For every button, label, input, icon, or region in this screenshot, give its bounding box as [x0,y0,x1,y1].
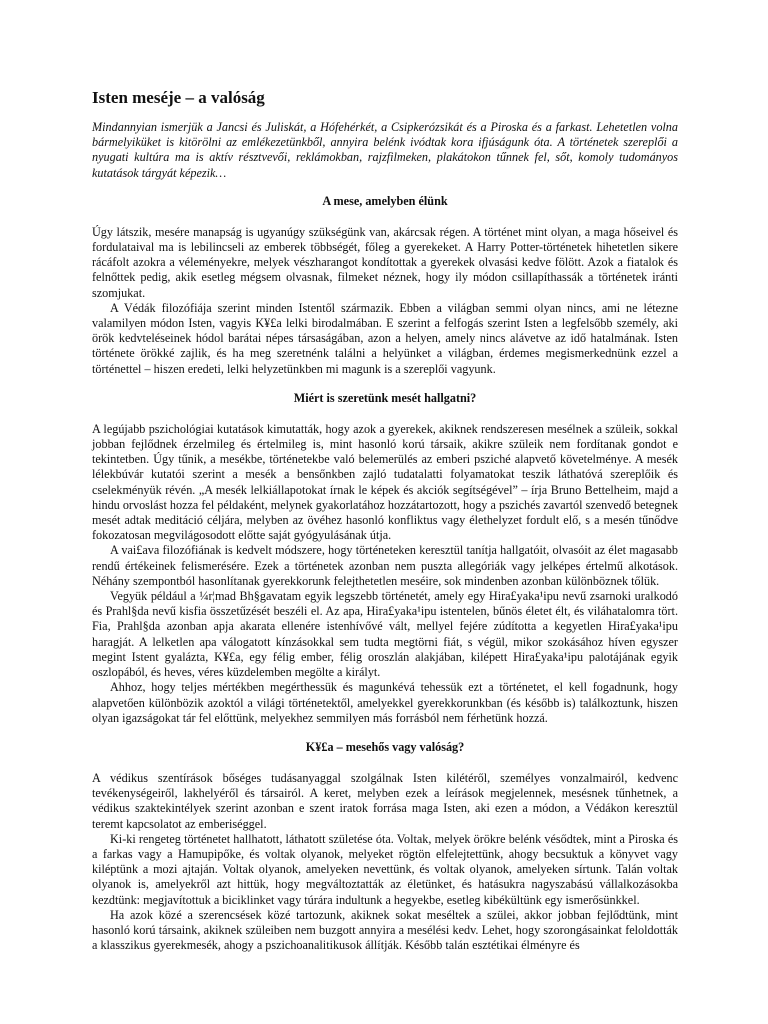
paragraph: A Védák filozófiája szerint minden Istentől származik. Ebben a világban semmi olyan nincs, ami ne létezne valamilyen módon Isten, vagyis K¥£a lelki birodalmában. E szerint a felfogás szerint Isten a legfelsőbb személy, aki örök kedvteléseinek hódol barátai népes társaságában, azon a helyen, amely nincs alávetve az idő hatalmának. Isten története örökké zajlik, és ha meg szeretnénk találni a helyünket a világban, érdemes megismerkednünk ezzel a történettel – hiszen eredeti, lelki helyzetünkben mi magunk is a szereplői vagyunk. [92,300,678,376]
section-miert [92,391,678,726]
paragraph: Ha azok közé a szerencsések közé tartozunk, akiknek sokat meséltek a szülei, akkor jobban fejlődtünk, mint hasonló korú társaink, akiknek szüleiben nem buzgott annyira a mesélési kedv. Lehet, hogy szorongásainkat feloldották a klasszikus gyerekmesék, ahogy a pszichoanalitikusok állítják. Később talán esztétikai élményre és [92,907,678,953]
paragraph: A védikus szentírások bőséges tudásanyaggal szolgálnak Isten kilétéről, személyes vonzalmairól, kedvenc tevékenységeiről, lakhelyéről és társairól. A keret, melyben ezek a leírások megjelennek, mesésnek tűnhetnek, a védikus szaktekintélyek szerint azonban e szent iratok forrása maga Isten, aki ezen a módon, a Védákon keresztül teremt kapcsolatot az emberiséggel. [92,770,678,831]
paragraph: Úgy látszik, mesére manapság is ugyanúgy szükségünk van, akárcsak régen. A történet mint olyan, a maga hőseivel és fordulataival ma is lebilincseli az emberek többségét, főleg a gyerekeket. A Harry Potter-történetek hihetetlen sikere rácáfolt azokra a véleményekre, melyek vészharangot kondítottak a gyerekek olvasási kedve fölött. Azok a fiatalok és felnőttek pedig, akik esetleg mégsem olvasnak, filmeket néznek, hogy ily módon csillapíthassák a történetek iránti szomjukat. [92,224,678,300]
section-heading: Miért is szeretünk mesét hallgatni? [293,390,477,405]
section-heading: K¥£a – mesehős vagy valóság? [305,739,465,754]
section-heading: A mese, amelyben élünk [322,193,448,208]
section-krsna [92,740,678,953]
paragraph: Vegyük például a ¼r¦mad Bh§gavatam egyik legszebb történetét, amely egy Hira£yaka¹ipu nevű zsarnoki uralkodó és Prahl§da nevű kisfia összetűzését beszéli el. Az apa, Hira£yaka¹ipu istentelen, bűnös életet élt, és viláhatalomra tört. Fia, Prahl§da azonban apja akarata ellenére istenhívővé vált, mellyel fejére zúdította a kegyetlen Hira£yaka¹ipu haragját. A lelketlen apa válogatott kínzásokkal sem tudta megtörni fiát, s végül, mikor szokásához híven egyszer megint Istent gyalázta, K¥£a, egy félig ember, félig oroszlán alakjában, kilépett Hira£yaka¹ipu palotájának egyik oszlopából, és heves, véres küzdelemben megölte a királyt. [92,589,678,680]
paragraph: A vai£ava filozófiának is kedvelt módszere, hogy történeteken keresztül tanítja hallgatóit, olvasóit az élet magasabb rendű értékeinek felismerésére. Ezek a történetek azonban nem puszta allegóriák vagy jelképes értelmű alkotások. Néhány szempontból hasonlítanak gyerekkorunk felejthetetlen meséire, sok mindenben azonban különböznek tőlük. [92,543,678,588]
paragraph: Ahhoz, hogy teljes mértékben megérthessük és magunkévá tehessük ezt a történetet, el kell fogadnunk, hogy alapvetően különbözik azoktól a világi történetektől, amelyekkel gyerekkorunkban (és később is) találkoztunk, hiszen olyan igazságokat tár fel előttünk, melyekhez semmilyen más forrásból nem férhetünk hozzá. [92,680,678,725]
document-title: Isten meséje – a valóság [92,88,265,107]
paragraph: Ki-ki rengeteg történetet hallhatott, láthatott születése óta. Voltak, melyek örökre belénk vésődtek, mint a Piroska és a farkas vagy a Hamupipőke, és voltak olyanok, melyeket rögtön elfelejtettünk, ahogy becsuktuk a könyvet vagy kiléptünk a mozi ajtaján. Voltak olyanok, amelyeken nevettünk, és voltak olyanok, amelyeken sírtunk. Talán voltak olyanok is, amelyekről azt hittük, hogy megváltoztatták az életünket, és hatásukra nagyszabású vállalkozásokba kezdtünk: megjavítottuk a biciklinket vagy túrára indultunk a hegyekbe, esetleg kibékültünk egy ismerősünkkel. [92,831,678,907]
document-page [92,88,678,967]
paragraph: A legújabb pszichológiai kutatások kimutatták, hogy azok a gyerekek, akiknek rendszeresen mesélnek a szüleik, sokkal jobban fejlődnek érzelmileg és értelmileg is, mint hasonló korú társaik, akikre szüleik nem fordítanak gondot e tekintetben. Úgy tűnik, a mesékbe, történetekbe való belemerülés az emberi psziché alapvető követelménye. A mesék lélekbúvár kutatói szerint a mesék a bensőnkben zajló tudatalatti folyamatokat teszik láthatóvá szereplőik és cselekményük révén. „A mesék lelkiállapotokat írnak le képek és akciók segítségével” – írja Bruno Bettelheim, majd a hindu orvoslást hozza fel példaként, melynek gyakorlatához hozzátartozott, hogy a pszichés zavartól szenvedő betegnek mesét adtak meditáció céljára, melyben az övéhez hasonló konfliktus vagy élethelyzet fordult elő, s a mesén tűnődve fokozatosan megvilágosodott előtte saját gyógyulásának útja. [92,421,678,543]
section-mese [92,194,678,377]
lead-paragraph: Mindannyian ismerjük a Jancsi és Juliskát, a Hófehérkét, a Csipkerózsikát és a Piroska és a farkast. Lehetetlen volna bármelyiküket is kitörölni az emlékezetünkből, annyira belénk ivódtak kora ifjúságunk óta. A történetek szereplői a nyugati kultúra ma is aktív résztvevői, reklámokban, rajzfilmeken, plakátokon tűnnek fel, sőt, komoly tudományos kutatások tárgyát képezik… [92,120,678,180]
